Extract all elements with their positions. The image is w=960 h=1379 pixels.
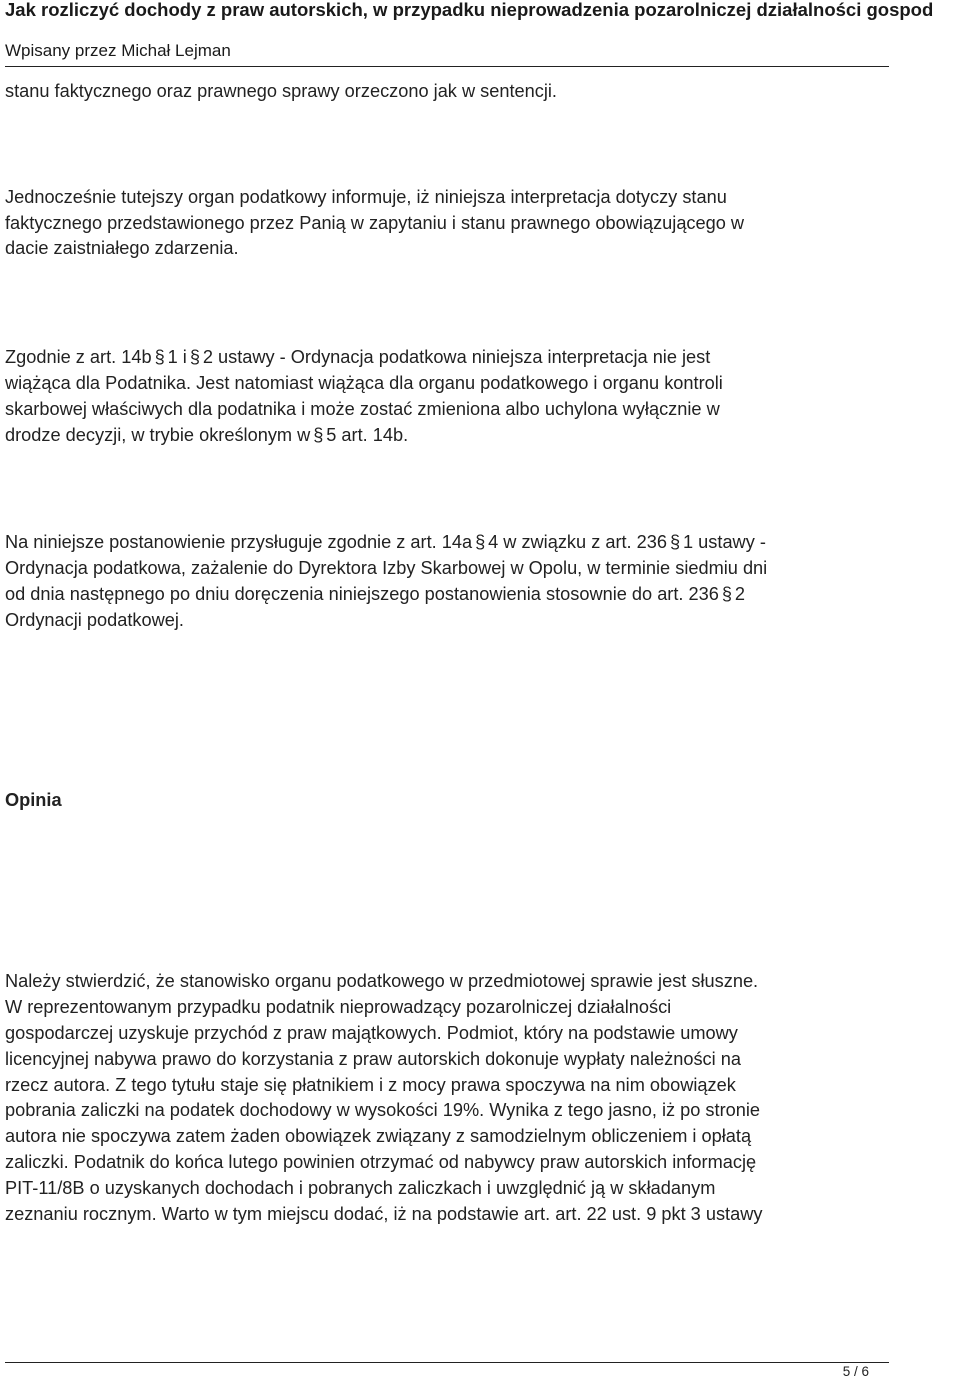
paragraph-1 xyxy=(5,78,885,105)
text-fragment: 4 w związku z art. 236 xyxy=(488,532,668,553)
text-line: skarbowej właściwych dla podatnika i może zostać zmieniona albo uchylona wyłącznie w xyxy=(5,398,720,419)
section-sign: § xyxy=(721,583,732,604)
text-line: Ordynacja podatkowa, zażalenie do Dyrektora Izby Skarbowej w Opolu, w terminie siedmiu dni xyxy=(5,558,768,579)
text-line: wiążąca dla Podatnika. Jest natomiast wiążąca dla organu podatkowego i organu kontroli xyxy=(5,372,723,393)
author-line: Wpisany przez Michał Lejman xyxy=(5,41,231,60)
text-fragment: Zgodnie z art. 14b xyxy=(5,347,152,368)
section-sign: § xyxy=(670,532,681,553)
section-heading: Opinia xyxy=(5,789,62,810)
section-sign: § xyxy=(154,347,165,368)
text-line: rzecz autora. Z tego tytułu staje się płatnikiem i z mocy prawa spoczywa na nim obowiązek xyxy=(5,1074,736,1095)
text-fragment: od dnia następnego po dniu doręczenia niniejszego postanowienia stosownie do art. 236 xyxy=(5,583,719,604)
paragraph-5 xyxy=(5,969,885,1227)
document-title: Jak rozliczyć dochody z praw autorskich, w przypadku nieprowadzenia pozarolniczej działalności gospod xyxy=(5,0,934,20)
text-line: Ordynacji podatkowej. xyxy=(5,609,184,630)
text-line: gospodarczej uzyskuje przychód z praw majątkowych. Podmiot, który na podstawie umowy xyxy=(5,1022,738,1043)
text-fragment: 1 i xyxy=(167,347,187,368)
text-line: zaliczki. Podatnik do końca lutego powinien otrzymać od nabywcy praw autorskich informację xyxy=(5,1151,757,1172)
text-fragment: 2 xyxy=(734,583,745,604)
text-line: Jednocześnie tutejszy organ podatkowy informuje, iż niniejsza interpretacja dotyczy stanu xyxy=(5,186,727,207)
section-sign: § xyxy=(475,532,486,553)
text-line: PIT-11/8B o uzyskanych dochodach i pobranych zaliczkach i uwzględnić ją w składanym xyxy=(5,1177,716,1198)
text-line: Należy stwierdzić, że stanowisko organu podatkowego w przedmiotowej sprawie jest słuszne. xyxy=(5,971,759,992)
text-fragment: 1 ustawy - xyxy=(683,532,766,553)
document-body xyxy=(5,78,885,1227)
text-line: faktycznego przedstawionego przez Panią w zapytaniu i stanu prawnego obowiązującego w xyxy=(5,212,745,233)
paragraph-3 xyxy=(5,345,885,448)
text-fragment: Na niniejsze postanowienie przysługuje zgodnie z art. 14a xyxy=(5,532,473,553)
text-line: pobrania zaliczki na podatek dochodowy w wysokości 19%. Wynika z tego jasno, iż po stronie xyxy=(5,1100,761,1121)
text-line: licencyjnej nabywa prawo do korzystania z praw autorskich dokonuje wypłaty należności na xyxy=(5,1048,741,1069)
text-fragment: 2 ustawy - Ordynacja podatkowa niniejsza interpretacja nie jest xyxy=(202,347,711,368)
text-line: stanu faktycznego oraz prawnego sprawy orzeczono jak w sentencji. xyxy=(5,81,557,101)
text-line: zeznaniu rocznym. Warto w tym miejscu dodać, iż na podstawie art. art. 22 ust. 9 pkt 3 ustawy xyxy=(5,1203,763,1224)
text-fragment: drodze decyzji, w trybie określonym w xyxy=(5,424,311,445)
section-sign: § xyxy=(189,347,200,368)
text-line: dacie zaistniałego zdarzenia. xyxy=(5,238,239,259)
paragraph-2 xyxy=(5,185,885,262)
text-line: autora nie spoczywa zatem żaden obowiązek związany z samodzielnym obliczeniem i opłatą xyxy=(5,1126,752,1147)
page-number: 5 / 6 xyxy=(842,1364,869,1379)
header-divider xyxy=(5,66,889,67)
text-line: W reprezentowanym przypadku podatnik nieprowadzący pozarolniczej działalności xyxy=(5,997,672,1018)
paragraph-4 xyxy=(5,530,885,633)
text-fragment: 5 art. 14b. xyxy=(326,424,409,445)
footer-divider xyxy=(5,1362,889,1363)
section-sign: § xyxy=(313,424,324,445)
